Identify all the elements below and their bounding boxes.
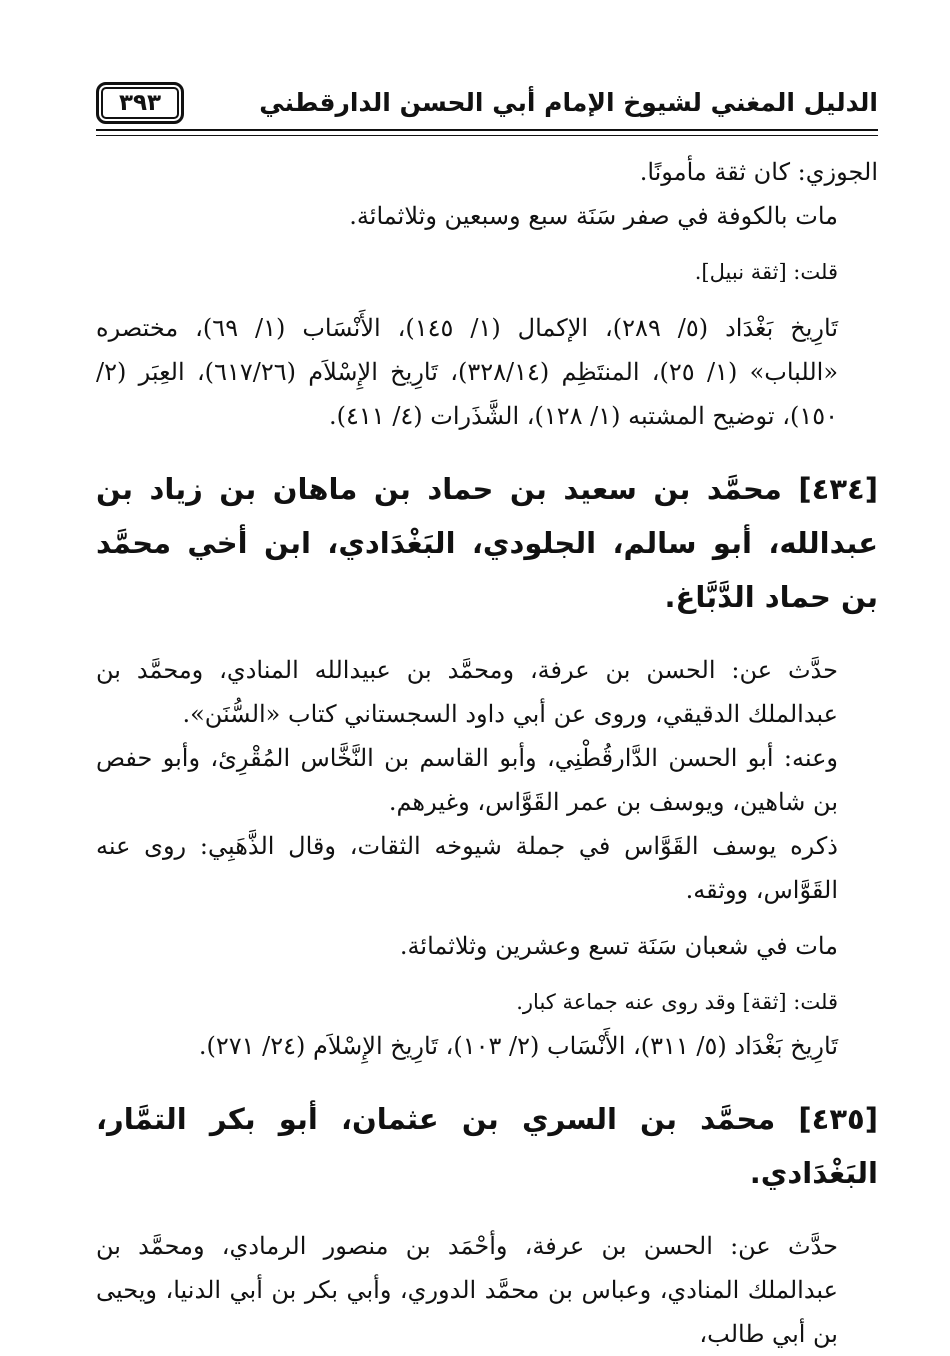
entry-434-death: مات في شعبان سَنَة تسع وعشرين وثلاثمائة. [399,932,838,960]
prev-entry-verdict: قلت: [ثقة نبيل]. [694,260,838,284]
prev-entry-death: مات بالكوفة في صفر سَنَة سبع وسبعين وثلاثمائة. [349,202,838,230]
entry-434-notes: ذكره يوسف القَوَّاس في جملة شيوخه الثقات، وقال الذَّهَبِي: روى عنه القَوَّاس، ووثقه. [96,832,838,904]
page-number: ٣٩٣ [118,90,162,116]
entry-434-sources: تَارِيخ بَغْدَاد (٥/ ٣١١)، الأَنْسَاب (٢/ ١٠٣)، تَارِيخ الإِسْلاَم (٢٤/ ٢٧١). [198,1032,838,1060]
page-header [96,74,878,136]
running-title: الدليل المغني لشيوخ الإمام أبي الحسن الدارقطني [259,88,878,117]
header-rule [96,129,878,136]
entry-435-heading: [٤٣٥] محمَّد بن السري بن عثمان، أبو بكر التمَّار، البَغْدَادي. [96,1102,878,1190]
page-body [96,150,878,1356]
entry-434-teachers: حدَّث عن: الحسن بن عرفة، ومحمَّد بن عبيدالله المنادي، ومحمَّد بن عبدالملك الدقيقي، وروى عن أبي داود السجستاني كتاب «السُّنَن». [96,656,838,728]
entry-434-heading: [٤٣٤] محمَّد بن سعيد بن حماد بن ماهان بن زياد بن عبدالله، أبو سالم، الجلودي، البَغْدَادي، ابن أخي محمَّد بن حماد الدَّبَّاغ. [96,472,878,614]
prev-entry-sources: تَارِيخ بَغْدَاد (٥/ ٢٨٩)، الإكمال (١/ ١٤٥)، الأَنْسَاب (١/ ٦٩)، مختصره «اللباب» (١/ ٢٥)، المنتَظِم (٣٢٨/١٤)، تَارِيخ الإِسْلاَم (٦١٧/٢٦)، العِبَر (٢/ ١٥٠)، توضيح المشتبه (١/ ١٢٨)، الشَّذَرات (٤/ ٤١١). [96,314,839,430]
entry-434-verdict: قلت: [ثقة] وقد روى عنه جماعة كبار. [516,990,838,1014]
page-number-badge [96,82,184,124]
entry-434-students: وعنه: أبو الحسن الدَّارقُطْنِي، وأبو القاسم بن النَّخَّاس المُقْرِئ، وأبو حفص بن شاهين، ويوسف بن عمر القَوَّاس، وغيرهم. [96,744,838,816]
entry-435-teachers: حدَّث عن: الحسن بن عرفة، وأحْمَد بن منصور الرمادي، ومحمَّد بن عبدالملك المنادي، وعباس بن محمَّد الدوري، وأبي بكر بن أبي الدنيا، ويحيى بن أبي طالب، [96,1232,838,1348]
prev-entry-line: الجوزي: كان ثقة مأمونًا. [639,158,878,186]
